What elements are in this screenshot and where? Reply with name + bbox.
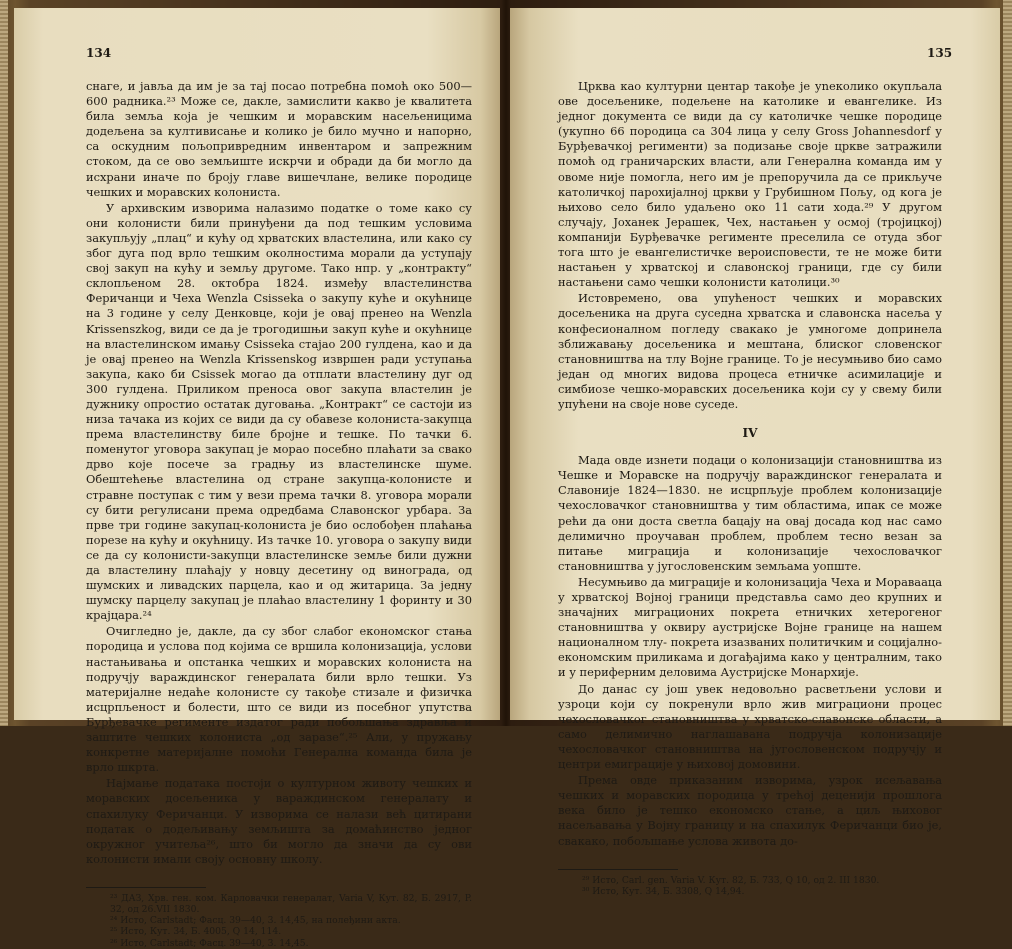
right-footnote-30: ³⁰ Исто, Кут. 34, Б. 3308, Q 14,94. — [582, 885, 745, 897]
left-paragraph-2: У архивским изворима налазимо податке о томе како су они колонисти били принуђени да под тешким условима закупљују „плац“ и кућу од хрватских властелина, или како су због дуга под врло тешким околностима морали да уступају свој закуп на кућу и земљу другоме. Тако нпр. у „контракту“ склопљеном 28. октобра 1824. између властелинства Феричанци и Чеха Wenzla Csisseka о закупу куће и окућнице на 3 године у селу Денковце, који је овај пренео на Wenzla Krissenszkog, види се да је трогодишњи закуп куће и окућнице на властелинском имању Csisseka стајао 200 гулдена, као и да је овај пренео на Wenzla Krissenskog извршен ради уступања закупа, како би Csissek могао да отплати властелину дуг од 300 гулдена. Приликом преноса овог закупа властелин је дужнику опростио остатак дуговања. „Контракт“ се састоји из низа тачака из којих се види да су обавезе колониста-закупца према властелинству биле бројне и тешке. По тачки 6. поменутог уговора закупац је морао посебно плаћати за свако дрво које посече за градњу из властелинске шуме. Обештећење властелина од стране закупца-колонисте и стравне поступак с тим у вези према тачки 8. уговора морали су бити регулисани према одредбама Славонског урбара. За прве три године закупац-колониста је био ослобођен плаћања порезе на кућу и окућницу. Из тачке 10. уговора о закупу види се да су колонисти-закупци властелинске земље били дужни да властелину плаћају у новцу десетину од винограда, од шумских и ливадских парцела, као и од житарица. За једну шумску парцелу закупац је плаћао властелину 1 форинту и 30 крајцара.²⁴ — [86, 200, 472, 623]
right-paragraph-1: Црква као културни центар такође је уnеколико окупљала ове досељенике, подељене на католике и евангелике. Из једног документа се види да су католичке чешке породице (укупно 66 породица са 304 лица у селу Gross Johannesdorf у Бурђевачкој регименти) за подизање своје цркве затражили помоћ од граничарских власти, али Генерална команда им у овоме није помогла, него им је препоручила да се прикључе католичкој парохијалној цркви у Грубишном Пољу, од кога је њихово село било удаљено око 11 сати хода.²⁹ У другом случају, Јоханек Јерашек, Чех, настањен у осмој (тројицкој) компанији Бурђевачке регименте преселила се отуда због тога што је евангелистичке вероисповести, те не може бити настањен у хрватској и славонској граници, где су били настањени само чешки колонисти католици.³⁰ — [558, 79, 942, 290]
left-paragraph-1: снаге, и јавља да им је за тај посао потребна помоћ око 500—600 радника.²³ Може се, дакле, замислити какво је квалитета била земља која је чешким и моравским насељеницима додељена за култивисање и колико је било мучно и напорно, са оскудним пољопривредним инвентаром и запрежним стоком, да се ово земљиште искрчи и обради да би могло да исхрани иначе по броју главе вишечлане, велике породице чешких и моравских колониста. — [86, 79, 472, 199]
left-page-body — [86, 79, 472, 949]
left-footnote-rule — [86, 887, 206, 888]
right-footnote-29: ²⁹ Исто, Carl. gen. Varia V. Кут. 82, Б. 733, Q 10, од 2. III 1830. — [582, 874, 880, 886]
right-paragraph-5: До данас су још увек недовољно расветљени услови и узроци који су покренули врло жив миграциони процес чехословачког становништва у хрватско-славонске области, а само делимично наглашавана подручја колонизације чехословачког становништва на југословенском подручју и центри емиграције у њиховој домовини. — [558, 681, 942, 772]
left-footnote-26: ²⁶ Исто, Carlstadt; Фасц. 39—40, 3. 14,45. — [110, 937, 309, 949]
left-paragraph-3: Очигледно је, дакле, да су због слабог економског стања породица и услова под којима се вршила колонизација, услови настањивања и опстанка чешких и моравских колониста на подручју вараждинског генералата били врло тешки. Уз материјалне недаће колонисте су такође стизале и физичка исцрпљеност и болести, што се види из посебног упутства Бурђевачке регименте издатог ради побољшања здравља и заштите чешких колониста „од заразе“.²⁵ Али, у пружању конкретне материјалне помоћи Генерална команда била је врло шкрта. — [86, 624, 472, 775]
left-page-number: 134 — [86, 46, 112, 60]
right-page-edge — [1003, 0, 1012, 726]
right-footnote-rule — [558, 869, 678, 870]
right-page — [510, 8, 1000, 897]
left-footnote-25: ²⁵ Исто, Кут. 34, Б. 4005, Q 14, 114. — [110, 926, 282, 938]
right-paragraph-4: Несумњиво да миграције и колонизација Чеха и Моравааца у хрватској Војној граници представља само део крупних и значајних миграционих покрета етничких хетерогеног становништва у оквиру аустријске Војне границе на нашем националном тлу- покрета изазваних политичким и социјално-економским приликама и догађајима како у централним, тако и у периферним деловима Аустријске Монархије. — [558, 574, 942, 680]
left-page-edge — [0, 0, 8, 726]
right-page-body — [558, 79, 942, 897]
left-footnote-24: ²⁴ Исто, Carlstadt; Фасц. 39—40, 3. 14,45, на полеђини акта. — [110, 915, 401, 927]
right-paragraph-2: Истовремено, ова упућеност чешких и моравских досељеника на друга суседна хрватска и славонска насеља у конфесионалном погледу свакако је умногоме допринела зближавању досељеника и мештана, блиског словенског становништва на тлу Војне границе. То је несумњиво био само један од многих видова процеса етничке асимилације и симбиозе чешко-моравских досељеника који су у свему били упућени на своје нове суседе. — [558, 291, 942, 411]
left-page — [14, 8, 500, 949]
left-footnote-23: ²³ ДАЗ, Хрв. ген. ком. Карловачки генералат, Varia V, Кут. 82, Б. 2917, P. 32, од 26.VII 1830. — [110, 892, 472, 916]
section-heading: IV — [742, 426, 758, 441]
right-paragraph-6: Према овде приказаним изворима, узрок исељавања чешких и моравских породица у трећој деценији прошлога века било је тешко економско стање, а циљ њиховог насељавања у Војну границу и на спахилук Феричанци био је, свакако, побољшање услова живота до- — [558, 773, 942, 848]
right-paragraph-3: Мада овде изнети подаци о колонизацији становништва из Чешке и Моравске на подручју вараждинског генералата и Славоније 1824—1830. не исцрпљује проблем колонизације чехословачког становништва у тим областима, ипак се може рећи да они доста светла бацају на овај досада код нас само делимично проучаван проблем, проблем тесно везан за питање миграција и колонизације чехословачког становништва у југословенским земљама уопште. — [558, 453, 942, 573]
right-page-number: 135 — [927, 46, 953, 60]
left-paragraph-4: Најмање података постоји о културном животу чешких и моравских досељеника у вараждинском генералату и спахилуку Феричанци. У изворима се налази већ цитирани податак о додељивању земљишта за домаћинство једног окружног учитеља²⁶, што би могло да значи да су ови колонисти имали своју основну школу. — [86, 776, 472, 866]
